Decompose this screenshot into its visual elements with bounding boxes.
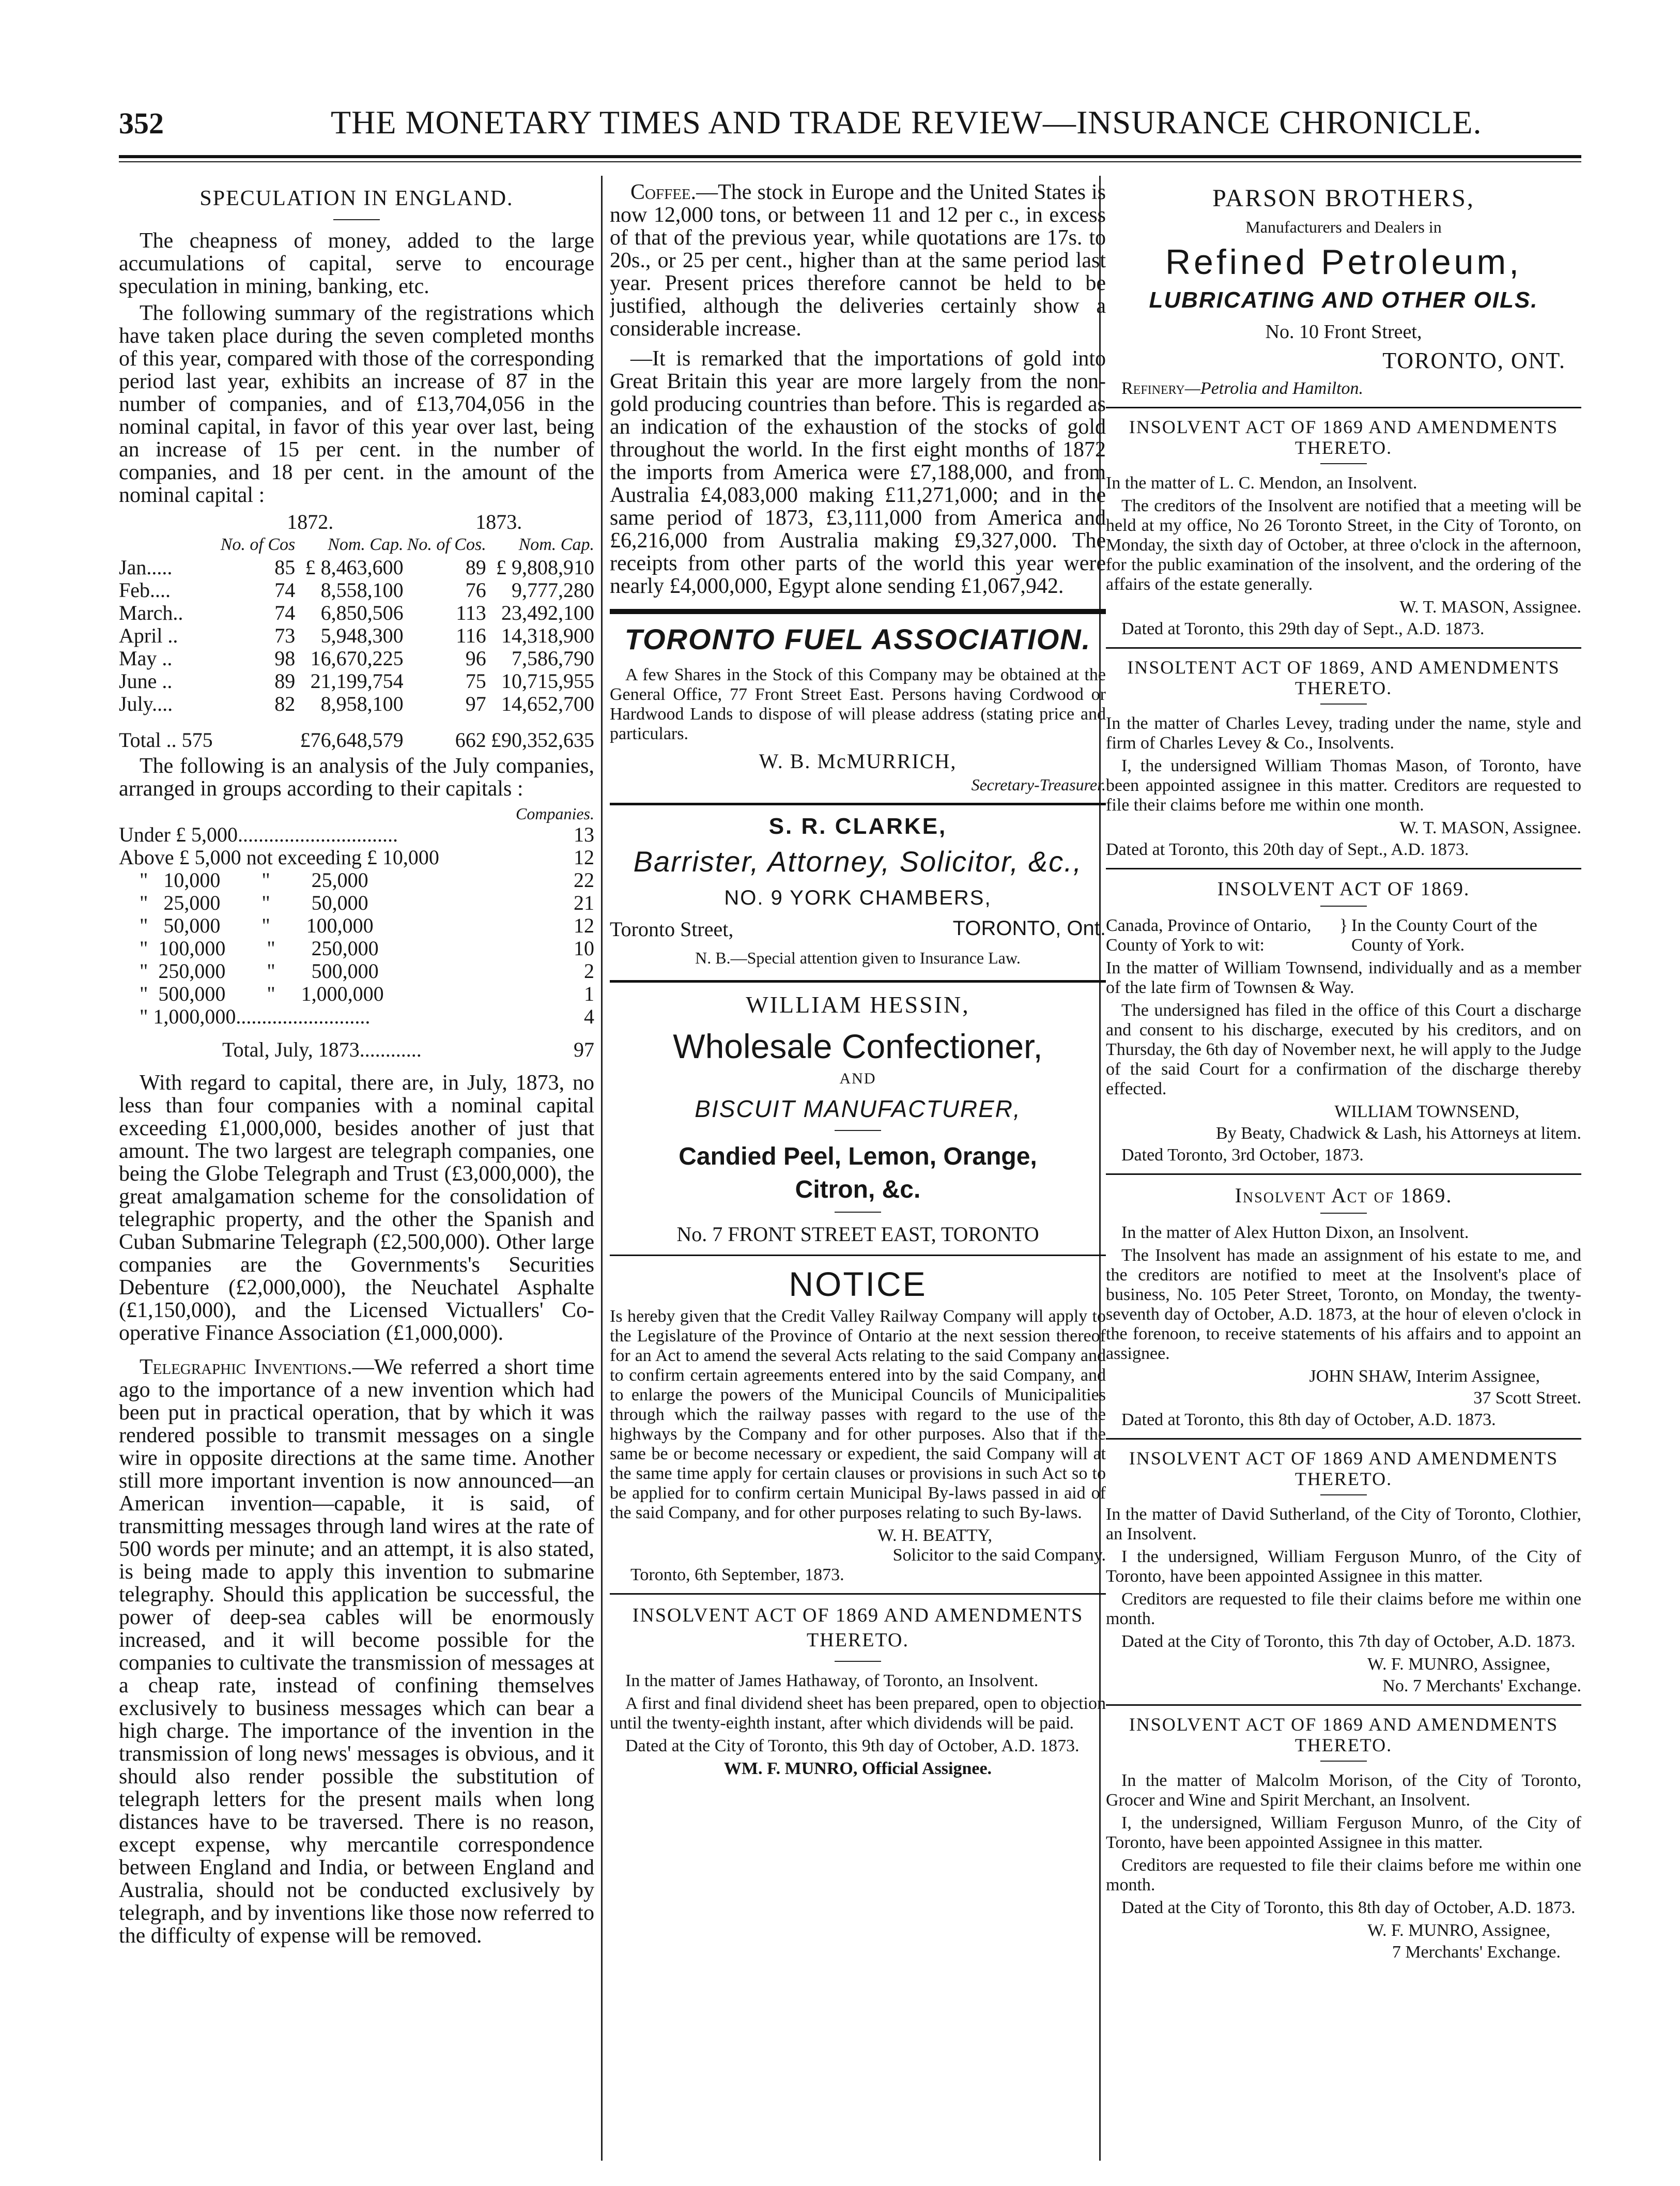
section-rule	[1106, 1173, 1581, 1175]
masthead-rule-thin	[119, 161, 1581, 162]
ad-address-city: TORONTO, ONT.	[1382, 348, 1566, 373]
table-row: Feb.... 74 8,558,100 76 9,777,280	[119, 578, 594, 602]
notice-signature-role: Solicitor to the said Company.	[892, 1546, 1106, 1565]
notice-paragraph: In the matter of L. C. Mendon, an Insolvent.	[1106, 473, 1417, 493]
ad-title-parson: Refined Petroleum,	[1165, 242, 1522, 282]
notice-signature: W. F. MUNRO, Assignee,	[1367, 1655, 1550, 1674]
ad-name-parson: PARSON BROTHERS,	[1212, 185, 1475, 212]
ad-title-clarke: Barrister, Attorney, Solicitor, &c.,	[633, 845, 1083, 878]
notice-date: Dated Toronto, 3rd October, 1873.	[1121, 1145, 1364, 1165]
ad-subtitle-hessin: BISCUIT MANUFACTURER,	[695, 1095, 1021, 1122]
table-row: July.... 82 8,958,100 97 14,652,700	[119, 692, 594, 715]
column-right	[1106, 181, 1581, 1964]
notice-signature: WILLIAM TOWNSEND,	[1334, 1102, 1519, 1121]
notice-paragraph: A first and final dividend sheet has been prepared, open to objection until the twenty-eighth instant, after which dividends will be paid.	[610, 1694, 1106, 1733]
notice-paragraph: Dated at the City of Toronto, this 9th day of October, A.D. 1873.	[625, 1736, 1080, 1755]
notice-heading-insolvent: INSOLVENT ACT OF 1869 AND AMENDMENTS THERETO.	[632, 1604, 1084, 1651]
notice-paragraph: In the matter of William Townsend, individually and as a member of the late firm of Townsen & Way.	[1106, 958, 1581, 997]
court-heading	[1106, 916, 1581, 955]
year-header-1873: 1873.	[475, 510, 522, 533]
ad-address-line	[610, 917, 1106, 941]
ad-title-hessin: Wholesale Confectioner,	[673, 1027, 1043, 1065]
heading-rule	[1320, 1761, 1367, 1762]
ad-note: N. B.—Special attention given to Insurance Law.	[695, 949, 1021, 967]
ad-name-hessin: WILLIAM HESSIN,	[746, 991, 970, 1018]
table-row: April .. 73 5,948,300 116 14,318,900	[119, 624, 594, 647]
address-city: TORONTO, Ont.	[952, 917, 1106, 940]
ad-signature: W. B. McMURRICH,	[759, 750, 957, 773]
ad-title-toronto-fuel: TORONTO FUEL ASSOCIATION.	[624, 623, 1091, 655]
heading-rule	[835, 1212, 881, 1213]
section-rule	[610, 1255, 1106, 1256]
heading-rule	[835, 1661, 881, 1662]
column-header: Nom. Cap.	[328, 535, 404, 554]
ad-body: A few Shares in the Stock of this Company may be obtained at the General Office, 77 Front Street East. Persons having Cordwood or Hardwood Lands to dispose of will please address (stating price and particulars.	[610, 665, 1106, 743]
page-number: 352	[119, 106, 164, 140]
notice-heading-insolvent: INSOLTENT ACT OF 1869, AND AMENDMENTS THERETO.	[1127, 657, 1560, 698]
run-in-heading: Telegraphic Inventions.	[140, 1355, 352, 1379]
notice-signature: W. H. BEATTY,	[877, 1526, 992, 1545]
section-rule	[1106, 868, 1581, 869]
registration-table	[119, 511, 594, 752]
notice-date: Dated at Toronto, this 8th day of October, A.D. 1873.	[1121, 1410, 1496, 1429]
column-middle	[610, 181, 1106, 1779]
notice-paragraph: In the matter of David Sutherland, of the City of Toronto, Clothier, an Insolvent.	[1106, 1505, 1581, 1543]
list-item: " 100,000 " 250,000 10	[140, 937, 594, 960]
notice-heading-insolvent: INSOLVENT ACT OF 1869 AND AMENDMENTS THERETO.	[1129, 1714, 1559, 1755]
notice-date: Dated at Toronto, this 29th day of Sept., A.D. 1873.	[1121, 619, 1485, 638]
run-in-heading: Refinery	[1121, 379, 1185, 398]
court-name: In the County Court of the County of York.	[1351, 916, 1537, 955]
run-in-heading: Coffee.	[630, 181, 697, 204]
list-item: Under £ 5,000............................... 13	[119, 823, 594, 846]
notice-paragraph: Creditors are requested to file their claims before me within one month.	[1106, 1589, 1581, 1628]
ad-address: NO. 9 YORK CHAMBERS,	[724, 886, 992, 909]
section-rule	[610, 803, 1106, 805]
notice-signature: WM. F. MUNRO, Official Assignee.	[723, 1759, 992, 1778]
table-row: May .. 98 16,670,225 96 7,586,790	[119, 647, 594, 670]
ad-subtitle-parson: LUBRICATING AND OTHER OILS.	[1149, 287, 1538, 313]
ad-subtitle: Manufacturers and Dealers in	[1245, 218, 1442, 236]
list-item: " 10,000 " 25,000 22	[140, 868, 594, 892]
masthead-title: THE MONETARY TIMES AND TRADE REVIEW—INSURANCE CHRONICLE.	[331, 104, 1482, 141]
notice-signature: W. T. MASON, Assignee.	[1399, 818, 1581, 837]
column-header: No. of Cos	[220, 535, 296, 554]
paragraph-coffee: Coffee.—The stock in Europe and the United States is now 12,000 tons, or between 11 and 12 per c., in excess of that of the previous year, while quotations are 17s. to 20s., or 25 per cent., higher than at the same period last year. Present prices therefore cannot be held to be justified, although the deliveries certainly show a considerable increase.	[610, 181, 1106, 341]
notice-paragraph: Creditors are requested to file their claims before me within one month.	[1106, 1856, 1581, 1894]
notice-paragraph: The undersigned has filed in the office of this Court a discharge and consent to his discharge, executed by his creditors, and on Thursday, the 6th day of November next, he will apply to the Judge of the said Court for a confirmation of the discharge thereby effected.	[1106, 1001, 1581, 1098]
paragraph: The following is an analysis of the July companies, arranged in groups according to their capitals :	[119, 754, 594, 801]
list-item: " 50,000 " 100,000 12	[140, 914, 594, 937]
analysis-table	[119, 823, 594, 1061]
notice-signature: W. F. MUNRO, Assignee,	[1367, 1921, 1550, 1940]
ad-refinery-line: Refinery—Petrolia and Hamilton.	[1121, 379, 1364, 398]
notice-signature-detail: By Beaty, Chadwick & Lash, his Attorneys at litem.	[1216, 1124, 1581, 1143]
ad-conjunction: AND	[839, 1070, 876, 1087]
analysis-total-row: Total, July, 1873............ 97	[222, 1038, 594, 1061]
notice-heading-insolvent: Insolvent Act of 1869.	[1235, 1184, 1453, 1207]
section-rule	[610, 980, 1106, 983]
notice-paragraph: Dated at the City of Toronto, this 8th day of October, A.D. 1873.	[1121, 1898, 1576, 1917]
notice-paragraph: I, the undersigned, William Ferguson Munro, of the City of Toronto, have been appointed Assignee in this matter.	[1106, 1813, 1581, 1852]
court-jurisdiction: Canada, Province of Ontario, County of York to wit:	[1106, 916, 1312, 955]
notice-paragraph: In the matter of Charles Levey, trading under the name, style and firm of Charles Levey & Co., Insolvents.	[1106, 714, 1581, 753]
notice-paragraph: I the undersigned, William Ferguson Munro, of the City of Toronto, have been appointed Assignee in this matter.	[1106, 1547, 1581, 1586]
heading-rule	[1320, 906, 1367, 907]
notice-signature: JOHN SHAW, Interim Assignee,	[1309, 1367, 1540, 1386]
heading-rule	[835, 1130, 881, 1131]
notice-title: NOTICE	[789, 1265, 927, 1303]
section-rule	[1106, 407, 1581, 408]
notice-heading-insolvent: INSOLVENT ACT OF 1869 AND AMENDMENTS THERETO.	[1129, 1448, 1559, 1489]
section-rule	[1106, 647, 1581, 649]
list-item: " 1,000,000.......................... 4	[140, 1005, 594, 1028]
column-header: Nom. Cap.	[518, 535, 594, 554]
ad-goods-line: Candied Peel, Lemon, Orange,	[679, 1143, 1037, 1170]
table-total-row: Total .. 575 £76,648,579 662 £90,352,635	[119, 728, 594, 752]
notice-date: Dated at Toronto, this 20th day of Sept., A.D. 1873.	[1106, 840, 1469, 859]
notice-paragraph: In the matter of James Hathaway, of Toronto, an Insolvent.	[625, 1671, 1039, 1690]
notice-paragraph: In the matter of Malcolm Morison, of the City of Toronto, Grocer and Wine and Spirit Merchant, an Insolvent.	[1106, 1771, 1581, 1810]
masthead-rule-thick	[119, 155, 1581, 158]
heading-rule	[1320, 1213, 1367, 1214]
notice-heading-insolvent: INSOLVENT ACT OF 1869 AND AMENDMENTS THERETO.	[1129, 417, 1559, 458]
column-divider-1	[601, 176, 603, 2161]
list-item: " 500,000 " 1,000,000 1	[140, 982, 594, 1005]
ad-name-clarke: S. R. CLARKE,	[768, 814, 947, 839]
ad-signature-role: Secretary-Treasurer.	[971, 775, 1106, 794]
list-item: Above £ 5,000 not exceeding £ 10,000 12	[119, 846, 594, 869]
notice-heading-insolvent: INSOLVENT ACT OF 1869.	[1217, 878, 1470, 900]
list-item: " 250,000 " 500,000 2	[140, 959, 594, 983]
notice-paragraph: I, the undersigned William Thomas Mason, of Toronto, have been appointed assignee in this matter. Creditors are requested to file their claims before me within one month.	[1106, 756, 1581, 815]
notice-paragraph: Dated at the City of Toronto, this 7th day of October, A.D. 1873.	[1121, 1632, 1576, 1651]
notice-paragraph: The creditors of the Insolvent are notified that a meeting will be held at my office, No 26 Toronto Street, in the City of Toronto, on Monday, the sixth day of October, at three o'clock in the afternoon, for the public examination of the insolvent, and the ordering of the affairs of the estate generally.	[1106, 496, 1581, 594]
paragraph: With regard to capital, there are, in July, 1873, no less than four companies with a nominal capital exceeding £1,000,000, besides another of just that amount. The two largest are telegraph companies, one being the Globe Telegraph and Trust (£3,000,000), the great amalgamation scheme for the consolidation of telegraphic property, and the other the Spanish and Cuban Submarine Telegraph (£2,500,000). Other large companies are the Governments's Securities Debenture (£2,000,000), the Neuchatel Asphalte (£1,150,000), and the Licensed Victuallers' Co-operative Finance Association (£1,000,000).	[119, 1071, 594, 1345]
section-rule	[1106, 1704, 1581, 1706]
section-rule	[1106, 1438, 1581, 1440]
notice-signature-detail: No. 7 Merchants' Exchange.	[1382, 1676, 1581, 1695]
heading-rule	[1320, 704, 1367, 705]
paragraph: The following summary of the registrations which have taken place during the seven completed months of this year, compared with those of the corresponding period last year, exhibits an increase of 87 in the number of companies, and of £13,704,056 in the nominal capital, in favor of this year over last, being an increase of 15 per cent. in the number of companies, and 18 per cent. in the amount of the nominal capital :	[119, 301, 594, 507]
notice-body: Is hereby given that the Credit Valley Railway Company will apply to the Legislature of the Province of Ontario at the next session thereof for an Act to amend the several Acts relating to the said Company and to confirm certain agreements entered into by the said Company, and to enlarge the powers of the Municipal Councils of Municipalities through which the railway passes with regard to the use of the highways by the Company and for other purposes. Also that if the same be or become necessary or expedient, the said Company will at the same time apply for certain clauses or provisions in such Act so to be applied for to confirm certain Municipal By-laws passed in aid of the said Company, and for other purposes relating to such By-laws.	[610, 1307, 1106, 1522]
table-row: June .. 89 21,199,754 75 10,715,955	[119, 669, 594, 693]
column-left	[119, 181, 594, 1951]
table-row: March.. 74 6,850,506 113 23,492,100	[119, 601, 594, 624]
companies-label: Companies.	[516, 804, 594, 823]
notice-signature: W. T. MASON, Assignee.	[1399, 598, 1581, 617]
heading-rule	[333, 219, 380, 220]
paragraph: The cheapness of money, added to the large accumulations of capital, serve to encourage speculation in mining, banking, etc.	[119, 229, 594, 298]
paragraph-telegraphic: Telegraphic Inventions.—We referred a short time ago to the importance of a new invention which had been put in practical operation, that by which it was rendered possible to transmit messages on a single wire in opposite directions at the same time. Another still more important invention is now announced—an American invention—capable, it is said, of transmitting messages through land wires at the rate of 500 words per minute; and an attempt, it is also stated, is being made to apply this invention to submarine telegraphy. Should this application be successful, the power of deep-sea cables will be enormously increased, and it will become possible for the companies to cultivate the transmission of messages at a cheap rate, instead of confining themselves exclusively to business messages which can bear a high charge. The importance of the invention in the transmission of long news' messages is obvious, and it should also render possible the substitution of telegraph letters for the present mails when long distances have to be traversed. There is no reason, except expense, why mercantile correspondence between England and India, or between England and Australia, should not be conducted exclusively by telegraph, and by inventions like those now referred to the difficulty of expense will be removed.	[119, 1355, 594, 1948]
article-heading-speculation: SPECULATION IN ENGLAND.	[199, 187, 514, 210]
ad-address: No. 7 FRONT STREET EAST, TORONTO	[676, 1222, 1039, 1246]
notice-signature-detail: 7 Merchants' Exchange.	[1392, 1943, 1561, 1962]
heading-rule	[1320, 463, 1367, 464]
court-brace: }	[1339, 916, 1348, 935]
heading-rule	[1320, 1494, 1367, 1495]
list-item: " 25,000 " 50,000 21	[140, 891, 594, 914]
ad-goods-line: Citron, &c.	[795, 1176, 921, 1203]
section-rule	[610, 1593, 1106, 1595]
table-row: Jan..... 85 £ 8,463,600 89 £ 9,808,910	[119, 556, 594, 579]
notice-signature-detail: 37 Scott Street.	[1473, 1388, 1581, 1408]
year-header-1872: 1872.	[287, 510, 334, 533]
section-rule	[610, 609, 1106, 614]
notice-date: Toronto, 6th September, 1873.	[630, 1565, 844, 1584]
paragraph-gold: —It is remarked that the importations of gold into Great Britain this year are more largely from the non-gold producing countries than before. This is regarded as an indication of the exhaustion of the stocks of gold throughout the world. In the first eight months of 1872 the imports from America were £7,188,000, and from Australia £4,083,000 making £11,271,000; and in the same period of 1873, £3,111,000 from America and £6,216,000 from Australia making £9,327,000. The receipts from other parts of the world this year were nearly £4,000,000, Egypt alone sending £1,067,942.	[610, 347, 1106, 598]
notice-paragraph: The Insolvent has made an assignment of his estate to me, and the creditors are notified to meet at the Insolvent's place of business, No. 105 Peter Street, Toronto, on Monday, the twenty-seventh day of October, A.D. 1873, at the hour of eleven o'clock in the forenoon, to receive statements of his affairs and to appoint an assignee.	[1106, 1246, 1581, 1363]
notice-paragraph: In the matter of Alex Hutton Dixon, an Insolvent.	[1121, 1223, 1469, 1242]
address-street: Toronto Street,	[610, 918, 734, 941]
column-header: No. of Cos.	[407, 535, 486, 554]
ad-address: No. 10 Front Street,	[1265, 321, 1422, 343]
